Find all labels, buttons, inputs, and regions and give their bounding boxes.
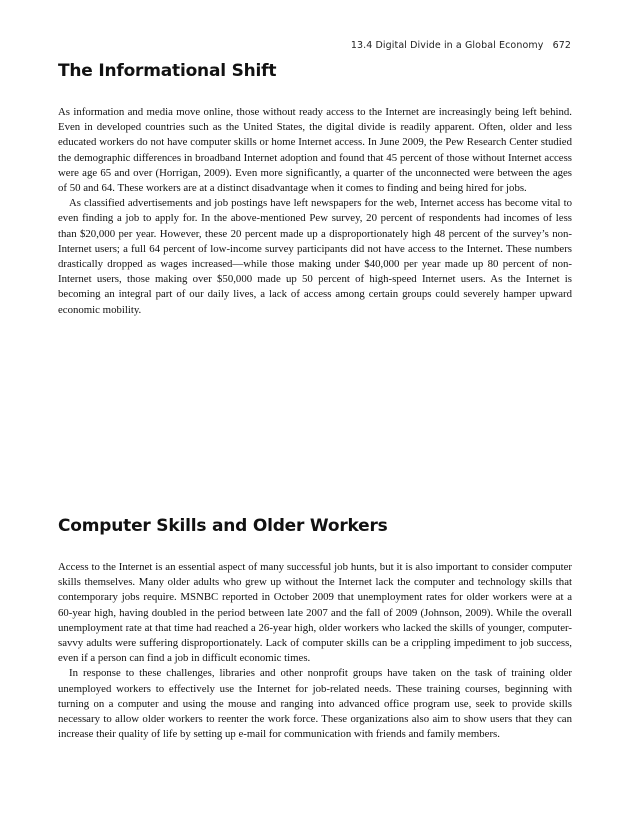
running-header-section: 13.4 Digital Divide in a Global Economy (350, 40, 544, 51)
running-header (351, 40, 571, 51)
page-number: 672 (552, 40, 571, 51)
paragraph: As information and media move online, those without ready access to the Internet are increasingly being left behind. Even in developed countries such as the United States, the digital divide is readily apparent. Often, older and less educated workers do not have computer skills or home Internet access. In June 2009, the Pew Research Center studied the demographic differences in broadband Internet adoption and found that 45 percent of those without Internet access were age 65 and over (Horrigan, 2009). Even more significantly, a quarter of the unconnected were between the ages of 50 and 64. These workers are at a distinct disadvantage when it comes to finding and being hired for jobs. (58, 106, 572, 195)
paragraph: As classified advertisements and job postings have left newspapers for the web, Internet access has become vital to even finding a job to apply for. In the above-mentioned Pew survey, 20 percent of respondents had incomes of less than $20,000 per year. However, these 20 percent made up a disproportionately high 48 percent of the survey’s non-Internet users; a full 64 percent of low-income survey participants did not have access to the Internet. These numbers drastically dropped as wages increased—while those making under $40,000 per year made up 80 percent of non-Internet users, those making over $50,000 made up 50 percent of high-speed Internet users. As the Internet is becoming an integral part of our daily lives, a lack of access among certain groups could severely hamper upward economic mobility. (58, 197, 572, 316)
section-informational-shift (58, 61, 572, 318)
paragraph: In response to these challenges, libraries and other nonprofit groups have taken on the task of training older unemployed workers to effectively use the Internet for job-related needs. These training courses, beginning with turning on a computer and using the mouse and ranging into advanced office program use, seek to provide skills necessary to allow older workers to reenter the work force. These organizations also aim to show users that they can increase their quality of life by setting up e-mail for communication with friends and family members. (58, 667, 572, 741)
section-computer-skills (58, 516, 572, 742)
section-title: The Informational Shift (58, 61, 277, 81)
section-title: Computer Skills and Older Workers (58, 516, 388, 536)
paragraph: Access to the Internet is an essential aspect of many successful job hunts, but it is also important to consider computer skills themselves. Many older adults who grew up without the Internet lack the computer and technology skills that contemporary jobs require. MSNBC reported in October 2009 that unemployment rates for older workers were at a 60-year high, having doubled in the period between late 2007 and the fall of 2009 (Johnson, 2009). While the overall unemployment rate at that time had reached a 26-year high, older workers who lacked the skills of younger, computer-savvy adults were suffering disproportionately. Lack of computer skills can be a crippling impediment to job success, even if a person can find a job in difficult economic times. (58, 561, 572, 665)
